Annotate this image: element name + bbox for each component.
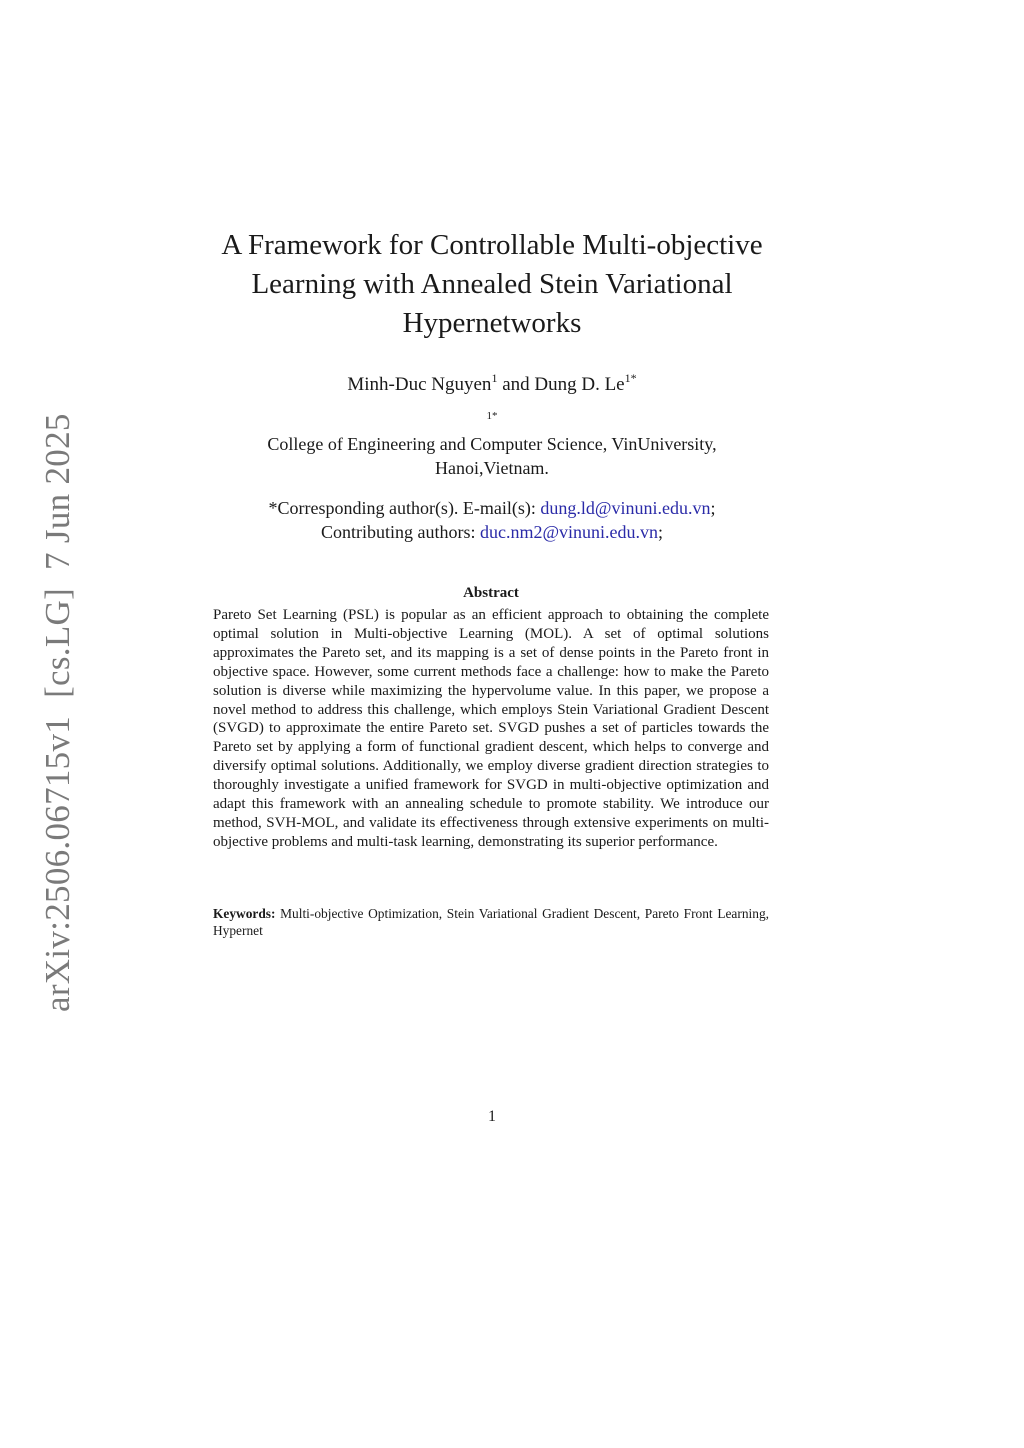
abstract-heading: Abstract bbox=[463, 585, 519, 601]
corresponding-author-line bbox=[160, 496, 824, 520]
affiliation-marker: 1* bbox=[486, 410, 498, 422]
keywords bbox=[213, 906, 773, 939]
affiliation-line bbox=[160, 408, 824, 456]
corresponding-email-link[interactable]: dung.ld@vinuni.edu.vn bbox=[540, 498, 711, 518]
arxiv-category: [cs.LG] bbox=[38, 587, 77, 698]
author-joiner: and bbox=[497, 374, 535, 395]
author-list bbox=[160, 372, 824, 398]
arxiv-id: arXiv:2506.06715v1 bbox=[38, 715, 77, 1012]
correspondence-block bbox=[160, 496, 824, 544]
author-name: Dung D. Le bbox=[534, 374, 625, 395]
separator: ; bbox=[710, 498, 716, 518]
affiliation-text: College of Engineering and Computer Science, VinUniversity, bbox=[267, 434, 717, 454]
contributing-label: Contributing authors: bbox=[320, 522, 480, 542]
title-line: Hypernetworks bbox=[402, 307, 582, 339]
keywords-text: Multi-objective Optimization, Stein Variational Gradient Descent, Pareto Front Learning, Hypernet bbox=[213, 906, 773, 938]
author-name: Minh-Duc Nguyen bbox=[347, 374, 492, 395]
corresponding-label: *Corresponding author(s). E-mail(s): bbox=[268, 498, 541, 518]
title-line: Learning with Annealed Stein Variational bbox=[251, 268, 733, 300]
paper-title bbox=[160, 226, 824, 343]
keywords-label: Keywords: bbox=[213, 906, 276, 921]
affiliation-line: Hanoi,Vietnam. bbox=[435, 458, 549, 478]
author-affiliation-marker: 1 bbox=[491, 371, 498, 385]
page-number: 1 bbox=[488, 1108, 496, 1125]
separator: ; bbox=[658, 522, 664, 542]
title-line: A Framework for Controllable Multi-objective bbox=[221, 229, 763, 261]
contributing-authors-line bbox=[160, 520, 824, 544]
contributing-email-link[interactable]: duc.nm2@vinuni.edu.vn bbox=[479, 522, 659, 542]
affiliation bbox=[160, 408, 824, 480]
abstract-text: Pareto Set Learning (PSL) is popular as an efficient approach to obtaining the complete optimal solution in Multi-objective Learning (MOL). A set of optimal solutions approximates the Pareto set, and its mapping is a set of dense points in the Pareto front in objective space. However, some current methods face a challenge: how to make the Pareto solution is diverse while maximizing the hypervolume value. In this paper, we propose a novel method to address this challenge, which employs Stein Variational Gradient Descent (SVGD) to approximate the entire Pareto set. SVGD pushes a set of particles towards the Pareto set by applying a form of functional gradient descent, which helps to converge and diversify optimal solutions. Additionally, we employ diverse gradient direction strategies to thoroughly investigate a unified framework for SVGD in multi-objective optimization and adapt this framework with an annealing schedule to promote stability. We introduce our method, SVH-MOL, and validate its effectiveness through extensive experiments on multi-objective problems and multi-task learning, demonstrating its superior performance. bbox=[213, 607, 769, 850]
arxiv-identifier-stamp bbox=[38, 413, 78, 1012]
author-affiliation-marker: 1* bbox=[624, 371, 637, 385]
arxiv-date: 7 Jun 2025 bbox=[38, 413, 77, 570]
